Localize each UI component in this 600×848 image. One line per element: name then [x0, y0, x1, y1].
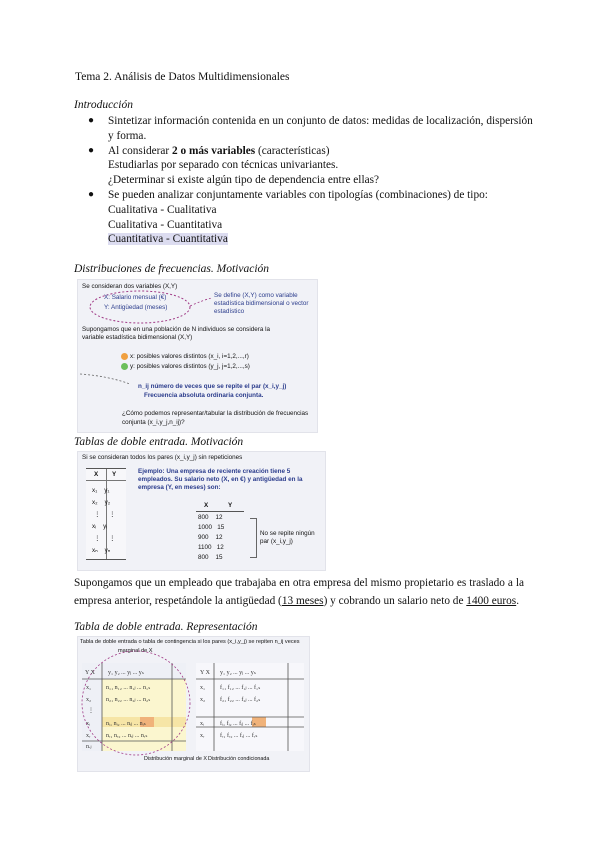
- bullet-item: ● Se pueden analizar conjuntamente variables con tipologías (combinaciones) de tipo: Cualitativa - Cualitativa Cualitativa - Cuantitativa Cuantitativa - Cuantitativa: [88, 188, 488, 246]
- bullet-dot-icon: ●: [88, 115, 95, 126]
- svg-text:xᵣ: xᵣ: [200, 733, 205, 739]
- section-heading-representacion: Tabla de doble entrada. Representación: [74, 621, 258, 633]
- svg-text:nᵢ₁ nᵢ₂ ... nᵢⱼ ... nᵢₛ: nᵢ₁ nᵢ₂ ... nᵢⱼ ... nᵢₛ: [106, 721, 146, 727]
- svg-text:xᵢ: xᵢ: [86, 721, 90, 727]
- svg-text:xᵢ: xᵢ: [200, 721, 204, 727]
- svg-text:x₁: x₁: [86, 685, 92, 691]
- section-heading-tablas: Tablas de doble entrada. Motivación: [74, 436, 244, 448]
- section-heading-distribuciones: Distribuciones de frecuencias. Motivación: [74, 263, 270, 275]
- bullet-dot-icon: ●: [88, 144, 95, 156]
- y-circle-icon: [121, 363, 128, 370]
- slide-image-distribuciones: Se consideran dos variables (X,Y) X: Salario mensual (€) Y: Antigüedad (meses) Se define (X,Y) como variable estadística bidimensional o vector estadístico Supongamos que en una población de N individuos se considera la variable estadística bidimensional (X,Y) x: posibles valores distintos (x_i, i=1,2,...,r) y: posibles valores distintos (y_j, j=1,2,...,s) n_ij número de veces que se repite el par (x_i,y_j) Frecuencia absoluta ordinaria conjunta. ¿Cómo podemos representar/tabular la distribución de frecuencias conjunta (x_i,y_j,n_ij)?: [77, 279, 318, 433]
- svg-text:Y X: Y X: [85, 670, 95, 676]
- svg-text:x₁: x₁: [200, 685, 206, 691]
- svg-text:Y X: Y X: [200, 670, 210, 676]
- example-table: X Y 800 12 1000 15 900 12 1100 12 800 15: [196, 502, 244, 564]
- table-row: 900 12: [198, 534, 223, 541]
- document-title: Tema 2. Análisis de Datos Multidimensionales: [75, 71, 290, 83]
- svg-text:n.ⱼ: n.ⱼ: [86, 744, 92, 750]
- bullet-dot-icon: ●: [88, 188, 95, 200]
- bullet-item: ● Al considerar 2 o más variables (características) Estudiarlas por separado con técnicas univariantes. ¿Determinar si existe algún tipo de dependencia entre ellas?: [88, 144, 380, 187]
- table-row: 1000 15: [198, 524, 225, 531]
- svg-text:y₁ y₂ ... yⱼ ... yₛ: y₁ y₂ ... yⱼ ... yₛ: [108, 670, 144, 676]
- svg-text:xᵣ: xᵣ: [86, 733, 91, 739]
- highlighted-text: Cuantitativa - Cuantitativa: [108, 233, 228, 246]
- contingency-tables-drawing: [78, 637, 309, 771]
- bracket-icon: [250, 518, 257, 558]
- body-paragraph: Supongamos que un empleado que trabajaba en otra empresa del mismo propietario es traslado a la empresa anterior, respetándole la antigüedad (13 meses) y cobrando un salario neto de 1400 euros.: [74, 577, 524, 607]
- svg-text:n₁₁ n₁₂ ... n₁ⱼ ... n₁ₛ: n₁₁ n₁₂ ... n₁ⱼ ... n₁ₛ: [106, 685, 151, 691]
- svg-text:f₁₁ f₁₂ ... f₁ⱼ ... f₁ₛ: f₁₁ f₁₂ ... f₁ⱼ ... f₁ₛ: [220, 685, 261, 691]
- svg-text:x₂: x₂: [200, 697, 206, 703]
- svg-text:f₂₁ f₂₂ ... f₂ⱼ ... f₂ₛ: f₂₁ f₂₂ ... f₂ⱼ ... f₂ₛ: [220, 697, 261, 703]
- svg-text:fᵣ₁ fᵣ₂ ... fᵣⱼ ... fᵣₛ: fᵣ₁ fᵣ₂ ... fᵣⱼ ... fᵣₛ: [220, 733, 258, 739]
- svg-text:x₂: x₂: [86, 697, 92, 703]
- svg-text:nᵣ₁ nᵣ₂ ... nᵣⱼ ... nᵣₛ: nᵣ₁ nᵣ₂ ... nᵣⱼ ... nᵣₛ: [106, 733, 148, 739]
- svg-text:fᵢ₁ fᵢ₂ ... fᵢⱼ ... fᵢₛ: fᵢ₁ fᵢ₂ ... fᵢⱼ ... fᵢₛ: [220, 721, 256, 727]
- section-heading-introduccion: Introducción: [74, 99, 133, 111]
- slide-image-tablas: Si se consideran todos los pares (x_i,y_j) sin repeticiones X Y x₁ y₁ x₂ y₂ ⋮ ⋮ xᵢ yᵢ ⋮ ⋮ xₙ yₙ Ejemplo: Una empresa de reciente creación tiene 5 empleados. Su salario neto (X, en €) y antigüedad en la empresa (Y, en meses) son: X Y 800 12 1000 15 900 12 1100 12 800 15 No se repite ningún par (x_i,y_j): [77, 451, 326, 571]
- table-row: 1100 12: [198, 544, 224, 551]
- bullet-item: ● Sintetizar información contenida en un conjunto de datos: medidas de localización, dispersión y forma.: [88, 115, 533, 142]
- table-row: 800 12: [198, 514, 223, 521]
- arrow-annotation: [78, 370, 138, 390]
- intro-bullet-list: [88, 114, 538, 247]
- x-circle-icon: [121, 353, 128, 360]
- svg-text:⋮: ⋮: [88, 708, 94, 714]
- svg-text:y₁ y₂ ... yⱼ ... yₛ: y₁ y₂ ... yⱼ ... yₛ: [220, 670, 256, 676]
- table-row: 800 15: [198, 554, 223, 561]
- svg-text:n₂₁ n₂₂ ... n₂ⱼ ... n₂ₛ: n₂₁ n₂₂ ... n₂ⱼ ... n₂ₛ: [106, 697, 151, 703]
- slide-image-representacion: Tabla de doble entrada o tabla de contingencia si los pares (x_i,y_j) se repiten n_ij veces marginal de X Y X y₁ y₂ ... yⱼ ... yₛ x₁ n₁₁ n₁₂ ... n₁ⱼ ... n₁ₛ x₂ n₂₁ n₂₂ ... n₂ⱼ ... n₂ₛ ⋮ xᵢ nᵢ₁ nᵢ₂ ... nᵢⱼ ... nᵢₛ xᵣ nᵣ₁ nᵣ₂ ... nᵣⱼ ... nᵣₛ n.ⱼ Y X y₁ y₂ ... yⱼ ... yₛ x₁ f₁₁ f₁₂ ... f₁ⱼ ... f₁ₛ x₂ f₂₁ f₂₂ ... f₂ⱼ ... f₂ₛ xᵢ fᵢ₁ fᵢ₂ ... fᵢⱼ ... fᵢₛ xᵣ fᵣ₁ fᵣ₂ ... fᵣⱼ ... fᵣₛ Distribución marginal de X Distribución condicionada: [77, 636, 310, 772]
- generic-xy-table: X Y x₁ y₁ x₂ y₂ ⋮ ⋮ xᵢ yᵢ ⋮ ⋮ xₙ yₙ: [86, 468, 126, 560]
